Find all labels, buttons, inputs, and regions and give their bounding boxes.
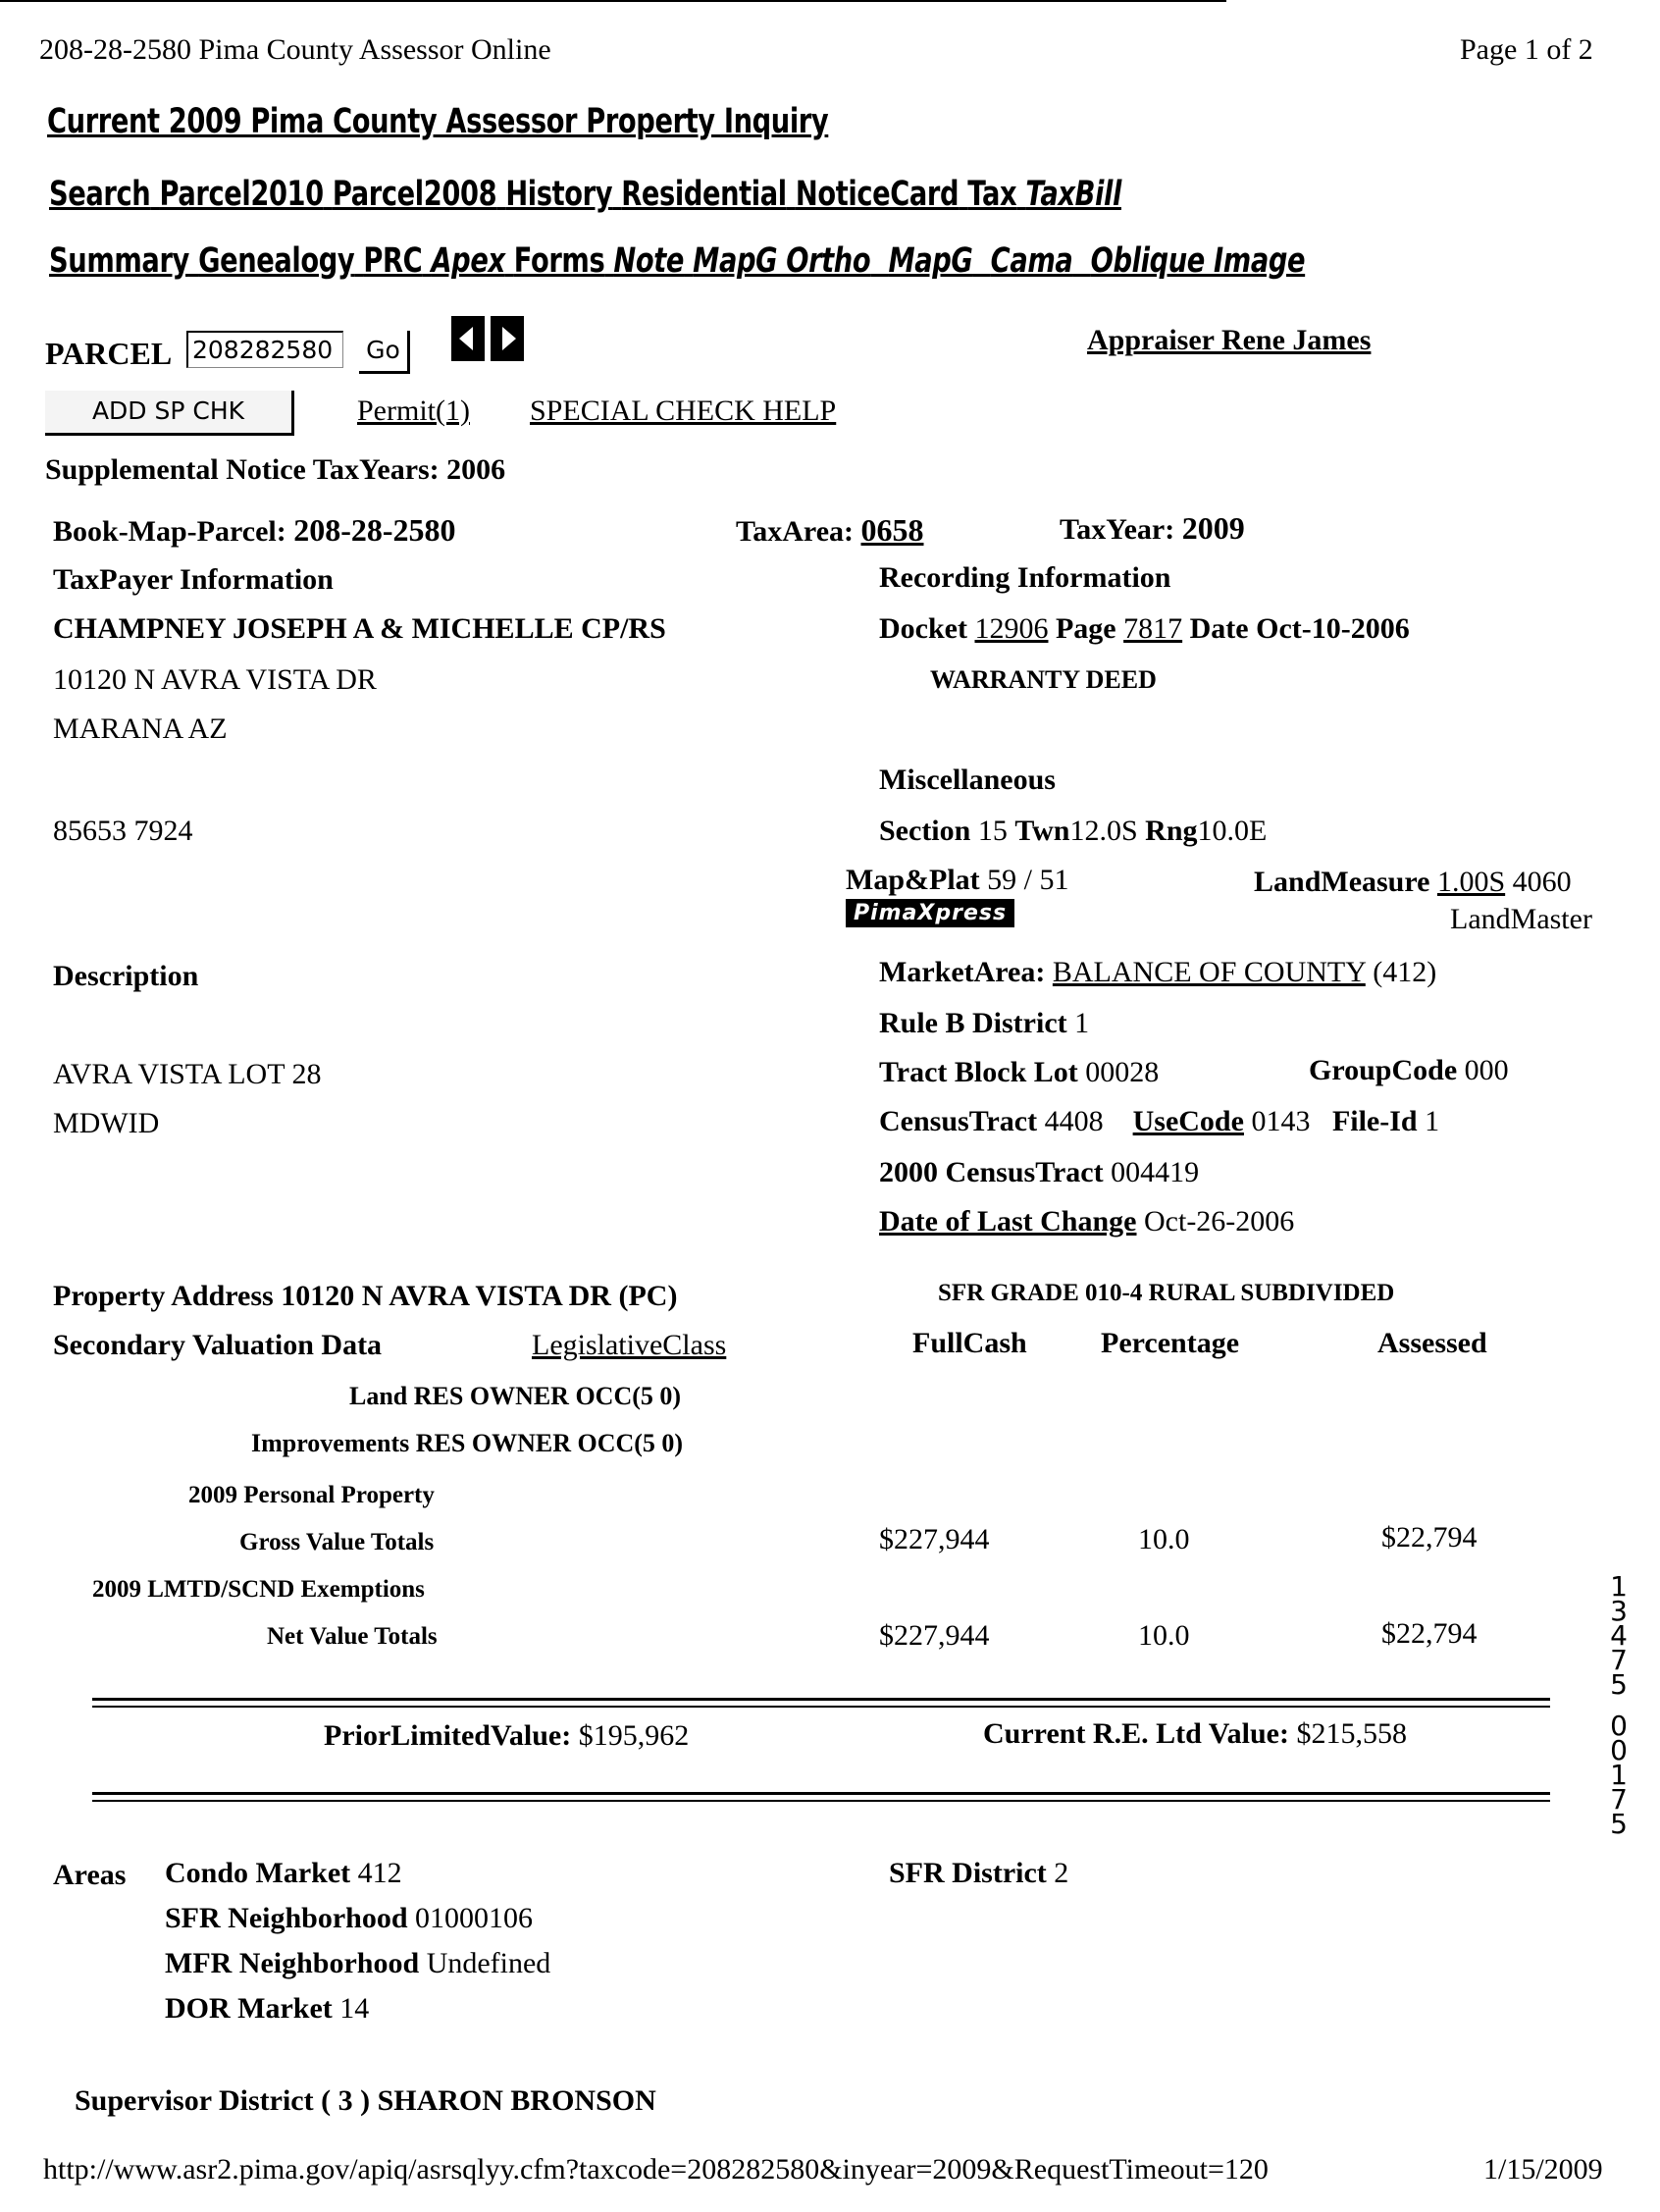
tax-area [736,512,924,549]
twn-label: Twn [1014,815,1070,847]
nav-history[interactable]: History [505,175,613,214]
nav-mapg-ortho[interactable]: MapG Ortho [693,241,871,281]
net-percentage: 10.0 [1138,1619,1190,1652]
next-parcel-arrow-icon[interactable] [491,316,524,361]
add-sp-chk-button[interactable]: ADD SP CHK [45,391,294,436]
nav-search[interactable]: Search [49,175,151,214]
taxpayer-zip: 85653 7924 [53,815,193,847]
side-stamp-top: 13475 [1610,1570,1628,1701]
sfr-district-line [889,1857,1068,1890]
nav-forms[interactable]: Forms [513,241,605,281]
divider-top-b [92,1706,1550,1708]
net-value-label: Net Value Totals [267,1623,438,1650]
improvements-class: Improvements RES OWNER OCC(5 0) [251,1429,684,1457]
twn-value: 12.0S [1069,815,1138,847]
rng-label: Rng [1145,815,1198,847]
landmaster-text: LandMaster [1450,903,1592,935]
map-plat-line [846,864,1068,897]
page-link[interactable]: 7817 [1123,612,1183,645]
taxpayer-heading: TaxPayer Information [53,563,334,596]
prior-limited-value [324,1719,689,1753]
lastchange-value: Oct-26-2006 [1144,1205,1295,1238]
sfr-neighborhood-line [165,1902,533,1935]
nav-noticecard[interactable]: NoticeCard [795,175,960,214]
nav-apex[interactable]: Apex [431,241,505,281]
mfr-neighborhood-line [165,1947,550,1980]
nav-oblique-image[interactable]: Oblique Image [1090,241,1306,281]
nav-residential[interactable]: Residential [621,175,787,214]
last-change-line [879,1205,1294,1238]
sfr-nbhd-label: SFR Neighborhood [165,1902,408,1934]
lastchange-link[interactable]: Date of Last Change [879,1205,1137,1238]
secondary-valuation-label: Secondary Valuation Data [53,1329,383,1361]
sfr-district-label: SFR District [889,1857,1047,1889]
census2000-line [879,1156,1199,1189]
mapplat-value: 59 / 51 [987,864,1069,896]
landmeasure-number: 4060 [1512,866,1572,898]
sfr-nbhd-value: 01000106 [415,1902,534,1934]
book-map-parcel [53,512,456,549]
groupcode-value: 000 [1464,1054,1509,1086]
col-assessed: Assessed [1377,1327,1487,1359]
divider-top-a [92,1698,1550,1701]
taxyear-label: TaxYear: [1060,513,1175,546]
groupcode-line [1309,1054,1509,1087]
page-title [47,102,828,141]
areas-heading: Areas [53,1859,127,1891]
ruleb-value: 1 [1074,1007,1090,1039]
nav-parcel2008[interactable]: Parcel2008 [332,175,497,214]
taxyear-value: 2009 [1181,510,1245,546]
nav-summary[interactable]: Summary [49,241,189,281]
date-value: Oct-10-2006 [1256,612,1410,645]
prev-parcel-arrow-icon[interactable] [451,316,485,361]
current-ltd-amount: $215,558 [1296,1717,1407,1750]
legislative-class-link[interactable]: LegislativeClass [532,1329,727,1361]
taxarea-label: TaxArea: [736,515,854,548]
print-header-title: 208-28-2580 Pima County Assessor Online [39,33,551,66]
nav-genealogy[interactable]: Genealogy [198,241,355,281]
net-fullcash: $227,944 [879,1619,990,1652]
net-assessed: $22,794 [1381,1617,1478,1650]
mfr-nbhd-label: MFR Neighborhood [165,1947,420,1979]
sfr-district-value: 2 [1054,1857,1069,1889]
print-page-number: Page 1 of 2 [1460,33,1593,66]
tract-block-lot-line [879,1056,1159,1089]
section-value: 15 [977,815,1008,847]
dor-value: 14 [339,1992,370,2025]
prior-limited-amount: $195,962 [578,1719,690,1752]
census-line [879,1105,1439,1138]
nav-mapg[interactable]: MapG [888,241,973,281]
print-footer-date: 1/15/2009 [1483,2153,1603,2186]
landmeasure-link[interactable]: 1.00S [1436,866,1506,898]
market-area-line [879,956,1436,989]
nav-cama[interactable]: Cama [990,241,1073,281]
tbl-label: Tract Block Lot [879,1056,1078,1088]
appraiser-link[interactable]: Appraiser Rene James [1087,324,1372,356]
census-label: CensusTract [879,1105,1038,1137]
taxpayer-name: CHAMPNEY JOSEPH A & MICHELLE CP/RS [53,612,666,645]
gross-fullcash: $227,944 [879,1523,990,1555]
go-button[interactable]: Go [359,331,410,374]
print-footer-url: http://www.asr2.pima.gov/apiq/asrsqlyy.cfm?taxcode=208282580&inyear=2009&RequestTimeout=120 [43,2153,1269,2186]
usecode-link[interactable]: UseCode [1132,1105,1244,1137]
census2000-value: 004419 [1111,1156,1200,1188]
condo-value: 412 [357,1857,402,1889]
page-title-text: Current 2009 Pima County Assessor Property Inquiry [47,102,829,141]
permit-link[interactable]: Permit(1) [357,395,470,427]
top-border [0,0,1226,2]
section-label: Section [879,815,971,847]
divider-bottom-b [92,1800,1550,1802]
current-ltd-label: Current R.E. Ltd Value: [983,1717,1289,1750]
condo-market-line [165,1857,402,1890]
sfr-grade: SFR GRADE 010-4 RURAL SUBDIVIDED [938,1280,1395,1306]
exemptions-label: 2009 LMTD/SCND Exemptions [92,1576,425,1603]
nav-note[interactable]: Note [613,241,685,281]
supplemental-notice: Supplemental Notice TaxYears: 2006 [45,453,506,486]
nav-taxbill[interactable]: TaxBill [1025,175,1121,214]
taxpayer-address2: MARANA AZ [53,712,228,745]
col-fullcash: FullCash [912,1327,1027,1359]
bmp-label: Book-Map-Parcel: [53,515,286,548]
current-ltd-value [983,1717,1407,1751]
recording-docket-line [879,612,1410,646]
section-line [879,815,1267,848]
mfr-nbhd-value: Undefined [426,1947,551,1979]
supervisor-district: Supervisor District ( 3 ) SHARON BRONSON [75,2084,656,2117]
side-stamp-bottom: 00175 [1610,1710,1628,1840]
personal-property-label: 2009 Personal Property [188,1482,435,1508]
ruleb-label: Rule B District [879,1007,1067,1039]
gross-value-label: Gross Value Totals [239,1529,435,1555]
dor-market-line [165,1992,369,2026]
rule-b-line [879,1007,1089,1040]
description-heading: Description [53,960,199,992]
land-class: Land RES OWNER OCC(5 0) [349,1382,682,1410]
tax-year [1060,510,1245,547]
property-address: Property Address 10120 N AVRA VISTA DR (PC) [53,1280,678,1312]
taxarea-link[interactable]: 0658 [860,512,924,548]
nav-tax[interactable]: Tax [967,175,1017,214]
description-line1: AVRA VISTA LOT 28 [53,1058,322,1090]
land-measure-line [1254,866,1572,899]
condo-label: Condo Market [165,1857,351,1889]
nav-parcel2010[interactable]: Parcel2010 [159,175,324,214]
marketarea-code: (412) [1373,956,1437,988]
rng-value: 10.0E [1197,815,1268,847]
fileid-value: 1 [1425,1105,1440,1137]
bmp-value: 208-28-2580 [293,512,456,548]
landmeasure-label: LandMeasure [1254,866,1430,898]
census-value: 4408 [1044,1105,1104,1137]
parcel-label: PARCEL [45,336,173,371]
docket-label: Docket [879,612,967,645]
description-line2: MDWID [53,1107,160,1139]
pimaxpress-button[interactable]: PimaXpress [846,899,1014,927]
prior-limited-label: PriorLimitedValue: [324,1719,572,1752]
marketarea-link[interactable]: BALANCE OF COUNTY [1052,956,1366,988]
docket-link[interactable]: 12906 [974,612,1049,645]
deed-type: WARRANTY DEED [930,665,1157,694]
groupcode-label: GroupCode [1309,1054,1458,1086]
census2000-label: 2000 CensusTract [879,1156,1104,1188]
gross-assessed: $22,794 [1381,1521,1478,1554]
fileid-label: File-Id [1331,1105,1418,1137]
nav-row-1 [49,175,1121,214]
usecode-value: 0143 [1251,1105,1311,1137]
recording-heading: Recording Information [879,561,1171,594]
parcel-input[interactable] [186,331,343,368]
tbl-value: 00028 [1085,1056,1160,1088]
divider-bottom-a [92,1792,1550,1795]
date-label: Date [1189,612,1249,645]
col-percentage: Percentage [1101,1327,1240,1359]
dor-label: DOR Market [165,1992,333,2025]
page-label: Page [1055,612,1116,645]
special-check-help-link[interactable]: SPECIAL CHECK HELP [530,395,837,427]
nav-prc[interactable]: PRC [363,241,423,281]
gross-percentage: 10.0 [1138,1523,1190,1555]
nav-row-2 [49,241,1305,281]
marketarea-label: MarketArea: [879,956,1046,988]
taxpayer-address1: 10120 N AVRA VISTA DR [53,663,377,696]
misc-heading: Miscellaneous [879,764,1056,796]
mapplat-label: Map&Plat [846,864,980,896]
